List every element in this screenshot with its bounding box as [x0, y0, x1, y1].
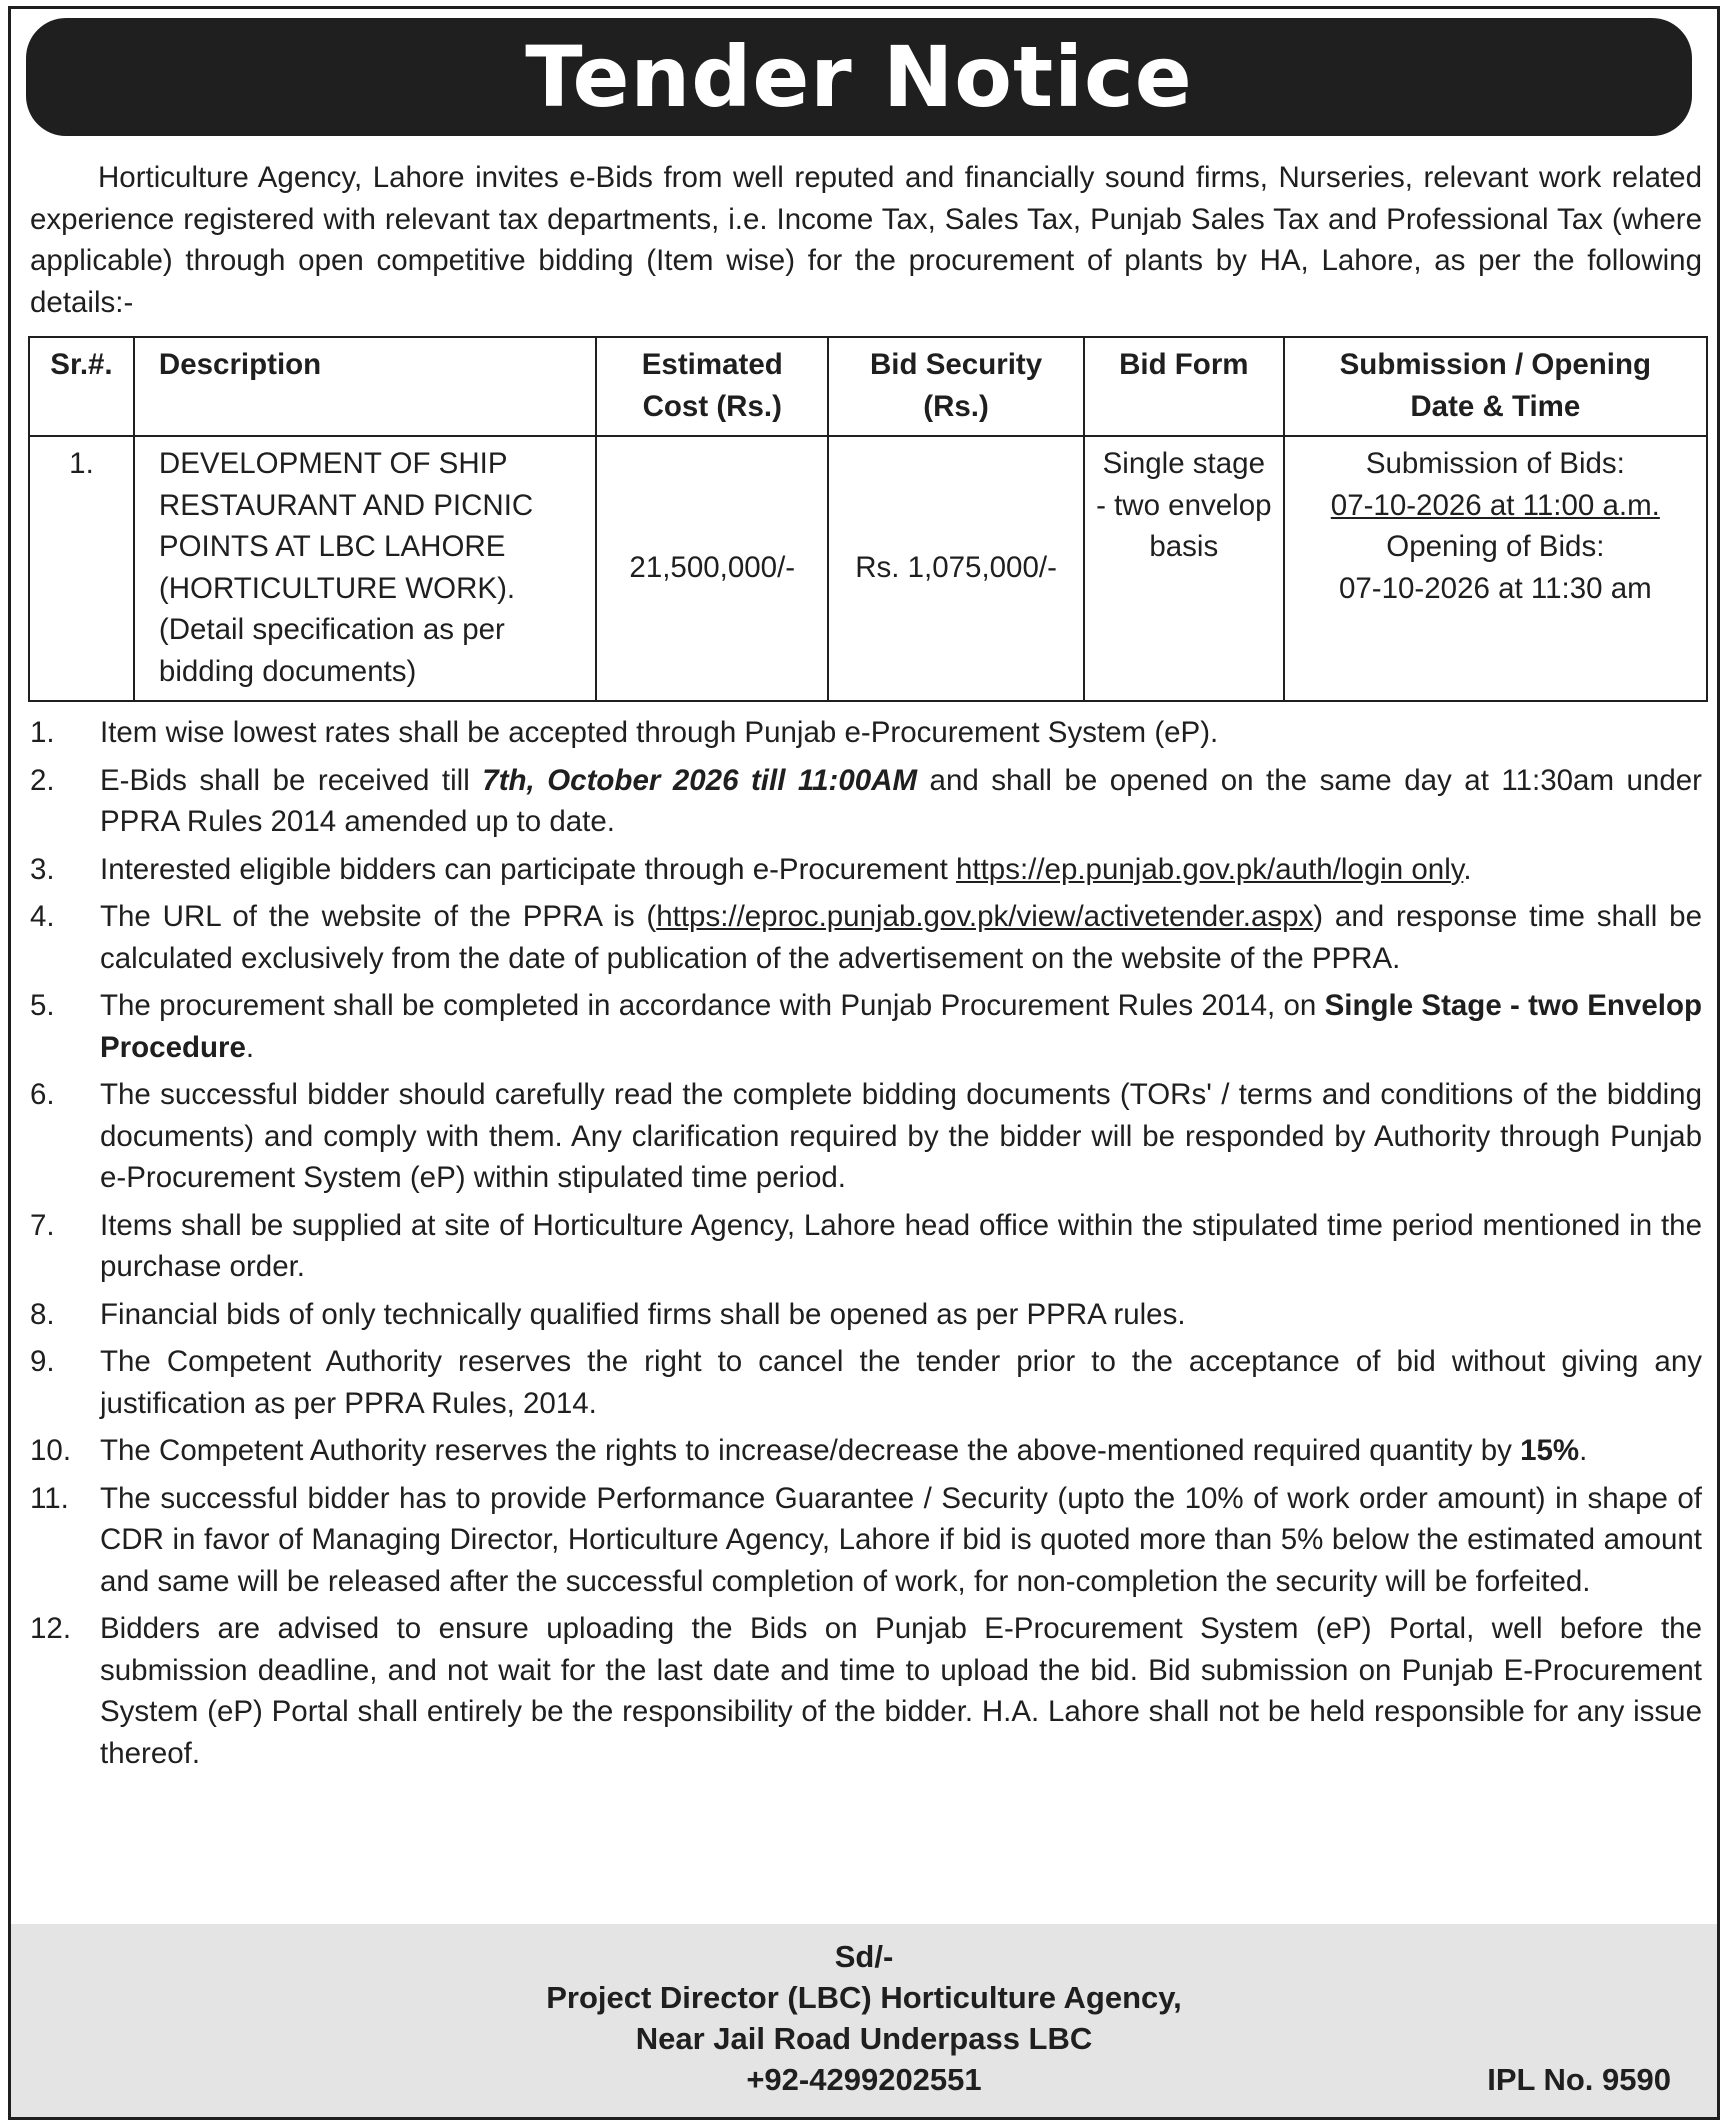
opening-datetime: 07-10-2026 at 11:30 am — [1338, 571, 1652, 605]
deadline-emphasis: 7th, October 2026 till 11:00AM — [482, 763, 918, 797]
procedure-emphasis: Single Stage - two Envelop Procedure — [100, 989, 1702, 1064]
header-description: Description — [134, 337, 596, 436]
list-item: 6. The successful bidder should carefully read the complete bidding documents (TORs' / terms and conditions of the bidding documents) and comply with them. Any clarification required by the bidder will be responded by Authority through Punjab e-Procurement System (eP) within stipulated time period. — [30, 1078, 1702, 1194]
signatory-phone: +92-4299202551 — [746, 2062, 982, 2097]
header-bid-security: Bid Security (Rs.) — [828, 337, 1084, 436]
ep-login-link[interactable]: https://ep.punjab.gov.pk/auth/login only — [956, 852, 1464, 886]
quantity-percent: 15% — [1520, 1434, 1580, 1467]
list-item: 9. The Competent Authority reserves the right to cancel the tender prior to the acceptance of bid without giving any justification as per PPRA Rules, 2014. — [30, 1345, 1702, 1420]
conditions-list — [30, 712, 1702, 1780]
intro-paragraph: Horticulture Agency, Lahore invites e-Bids from well reputed and financially sound firms, Nurseries, relevant work related experience registered with relevant tax departments, i.e. Income Tax, Sales Tax, Punjab Sales Tax and Professional Tax (where applicable) through open competitive bidding (Item wise) for the procurement of plants by HA, Lahore, as per the following details:- — [30, 161, 1702, 319]
header-estimated-cost: Estimated Cost (Rs.) — [596, 337, 828, 436]
cell-estimated-cost: 21,500,000/- — [596, 436, 828, 701]
list-item: 10. The Competent Authority reserves the rights to increase/decrease the above-mentioned required quantity by 15%. — [30, 1434, 1588, 1467]
signature-sd: Sd/- — [834, 1939, 894, 1974]
title-banner — [26, 18, 1692, 136]
tender-table — [28, 336, 1708, 702]
cell-bid-security: Rs. 1,075,000/- — [828, 436, 1084, 701]
list-item: 4. The URL of the website of the PPRA is (https://eproc.punjab.gov.pk/view/activetender.aspx) and response time shall be calculated exclusively from the date of publication of the advertisement on the website of the PPRA. — [30, 900, 1702, 975]
table-row — [29, 436, 1707, 701]
submission-datetime: 07-10-2026 at 11:00 a.m. — [1330, 488, 1660, 522]
header-submission: Submission / Opening Date & Time — [1284, 337, 1707, 436]
list-item: 7. Items shall be supplied at site of Horticulture Agency, Lahore head office within the stipulated time period mentioned in the purchase order. — [30, 1208, 1702, 1283]
cell-description — [134, 436, 596, 701]
description-note: (Detail specification as per bidding documents) — [158, 613, 505, 688]
submission-label: Submission of Bids: — [1365, 447, 1625, 480]
ppra-tender-link[interactable]: https://eproc.punjab.gov.pk/view/activetender.aspx — [656, 900, 1314, 933]
table-header-row — [29, 337, 1707, 436]
signature-block — [11, 1936, 1717, 2100]
footer-panel — [11, 1924, 1717, 2117]
opening-label: Opening of Bids: — [1386, 530, 1605, 563]
list-item: 11. The successful bidder has to provide Performance Guarantee / Security (upto the 10% of work order amount) in shape of CDR in favor of Managing Director, Horticulture Agency, Lahore if bid is quoted more than 5% below the estimated amount and same will be released after the successful completion of work, for non-completion the security will be forfeited. — [30, 1481, 1702, 1598]
cell-submission — [1284, 436, 1707, 701]
cell-bid-form: Single stage - two envelop basis — [1084, 436, 1284, 701]
ipl-number: IPL No. 9590 — [1487, 2062, 1671, 2097]
header-sr: Sr.#. — [29, 337, 134, 436]
header-bid-form: Bid Form — [1084, 337, 1284, 436]
signatory-address: Near Jail Road Underpass LBC — [635, 2021, 1093, 2056]
list-item: 8. Financial bids of only technically qualified firms shall be opened as per PPRA rules. — [30, 1297, 1186, 1331]
list-item: 5. The procurement shall be completed in accordance with Punjab Procurement Rules 2014, on Single Stage - two Envelop Procedure. — [30, 989, 1702, 1064]
list-item: 12. Bidders are advised to ensure uploading the Bids on Punjab E-Procurement System (eP) Portal, well before the submission deadline, and not wait for the last date and time to upload the bid. Bid submission on Punjab E-Procurement System (eP) Portal shall entirely be the responsibility of the bidder. H.A. Lahore shall not be held responsible for any issue thereof. — [30, 1612, 1702, 1770]
page-title: Tender Notice — [525, 28, 1193, 126]
list-item: 2. E-Bids shall be received till 7th, October 2026 till 11:00AM and shall be opened on the same day at 11:30am under PPRA Rules 2014 amended up to date. — [30, 763, 1702, 838]
list-item: 3. Interested eligible bidders can participate through e-Procurement https://ep.punjab.gov.pk/auth/login only. — [30, 852, 1472, 886]
description-main: DEVELOPMENT OF SHIP RESTAURANT AND PICNIC POINTS AT LBC LAHORE (HORTICULTURE WORK). — [158, 447, 534, 605]
cell-sr: 1. — [29, 436, 134, 701]
list-item: 1. Item wise lowest rates shall be accepted through Punjab e-Procurement System (eP). — [30, 716, 1219, 749]
signatory-designation: Project Director (LBC) Horticulture Agency, — [546, 1980, 1182, 2015]
